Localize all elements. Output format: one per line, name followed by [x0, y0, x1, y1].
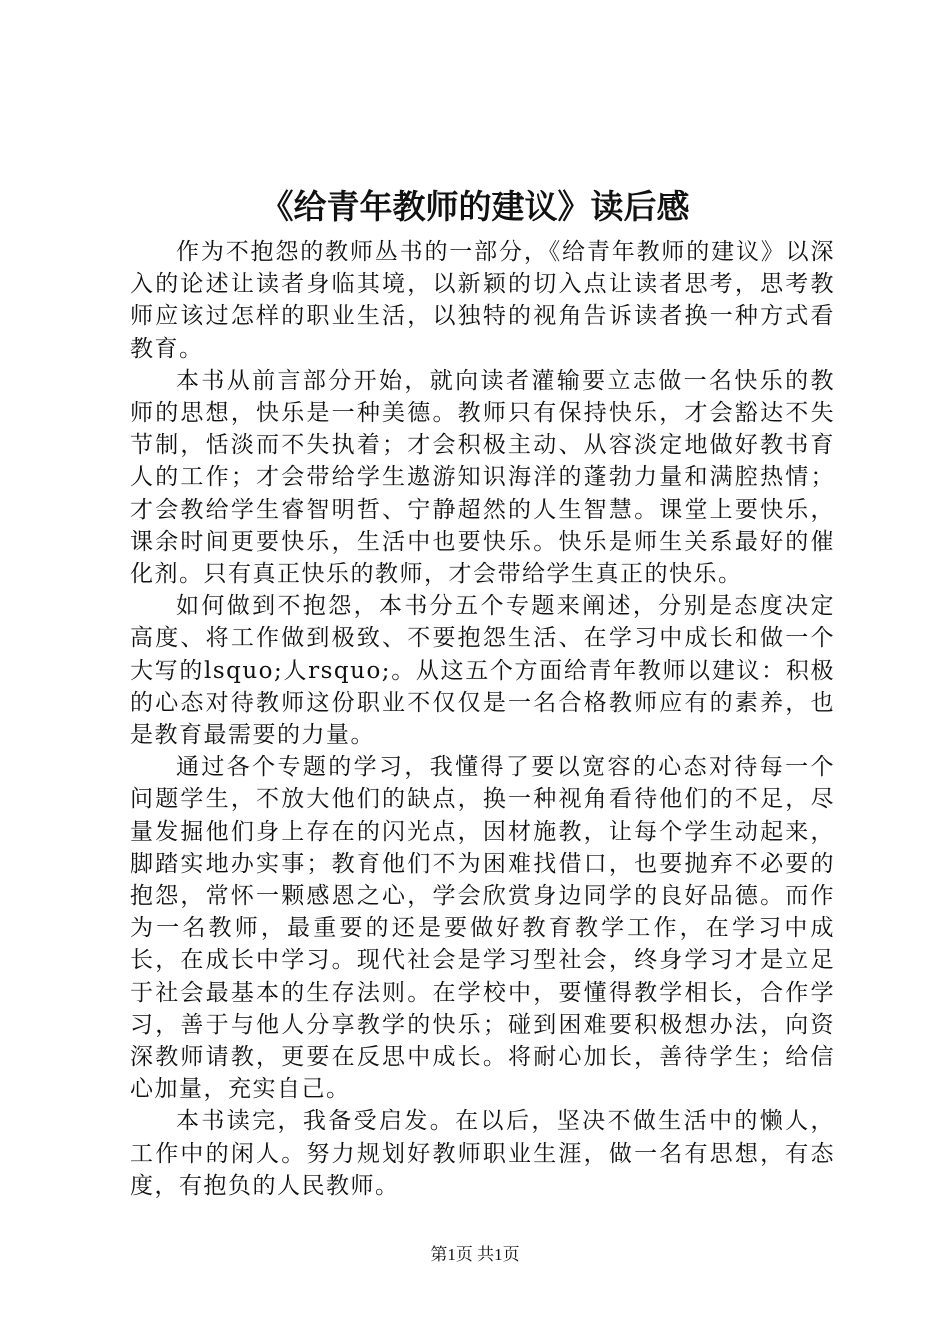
paragraph: 通过各个专题的学习，我懂得了要以宽容的心态对待每一个问题学生，不放大他们的缺点，换一种视角看待他们的不足，尽量发掘他们身上存在的闪光点，因材施教，让每个学生动起来，脚踏实地办实事；教育他们不为困难找借口，也要抛弃不必要的抱怨，常怀一颗感恩之心，学会欣赏身边同学的良好品德。而作为一名教师，最重要的还是要做好教育教学工作，在学习中成长，在成长中学习。现代社会是学习型社会，终身学习才是立足于社会最基本的生存法则。在学校中，要懂得教学相长，合作学习，善于与他人分享教学的快乐；碰到困难要积极想办法，向资深教师请教，更要在反思中成长。将耐心加长，善待学生；给信心加量，充实自己。 [130, 754, 835, 1103]
paragraph: 如何做到不抱怨，本书分五个专题来阐述，分别是态度决定高度、将工作做到极致、不要抱怨生活、在学习中成长和做一个大写的lsquo;人rsquo;。从这五个方面给青年教师以建议：积极的心态对待教师这份职业不仅仅是一名合格教师应有的素养，也是教育最需要的力量。 [130, 593, 835, 749]
paragraph: 作为不抱怨的教师丛书的一部分，《给青年教师的建议》以深入的论述让读者身临其境，以新颖的切入点让读者思考，思考教师应该过怎样的职业生活，以独特的视角告诉读者换一种方式看教育。 [130, 239, 835, 362]
document-title: 《给青年教师的建议》读后感 [260, 187, 690, 226]
paragraph: 本书读完，我备受启发。在以后，坚决不做生活中的懒人，工作中的闲人。努力规划好教师职业生涯，做一名有思想，有态度，有抱负的人民教师。 [130, 1108, 835, 1199]
page-footer: 第1页 共1页 [430, 1245, 520, 1264]
document-body [130, 236, 835, 1202]
paragraph: 本书从前言部分开始，就向读者灌输要立志做一名快乐的教师的思想，快乐是一种美德。教师只有保持快乐，才会豁达不失节制，恬淡而不失执着；才会积极主动、从容淡定地做好教书育人的工作；才会带给学生遨游知识海洋的蓬勃力量和满腔热情；才会教给学生睿智明哲、宁静超然的人生智慧。课堂上要快乐，课余时间更要快乐，生活中也要快乐。快乐是师生关系最好的催化剂。只有真正快乐的教师，才会带给学生真正的快乐。 [130, 367, 835, 588]
